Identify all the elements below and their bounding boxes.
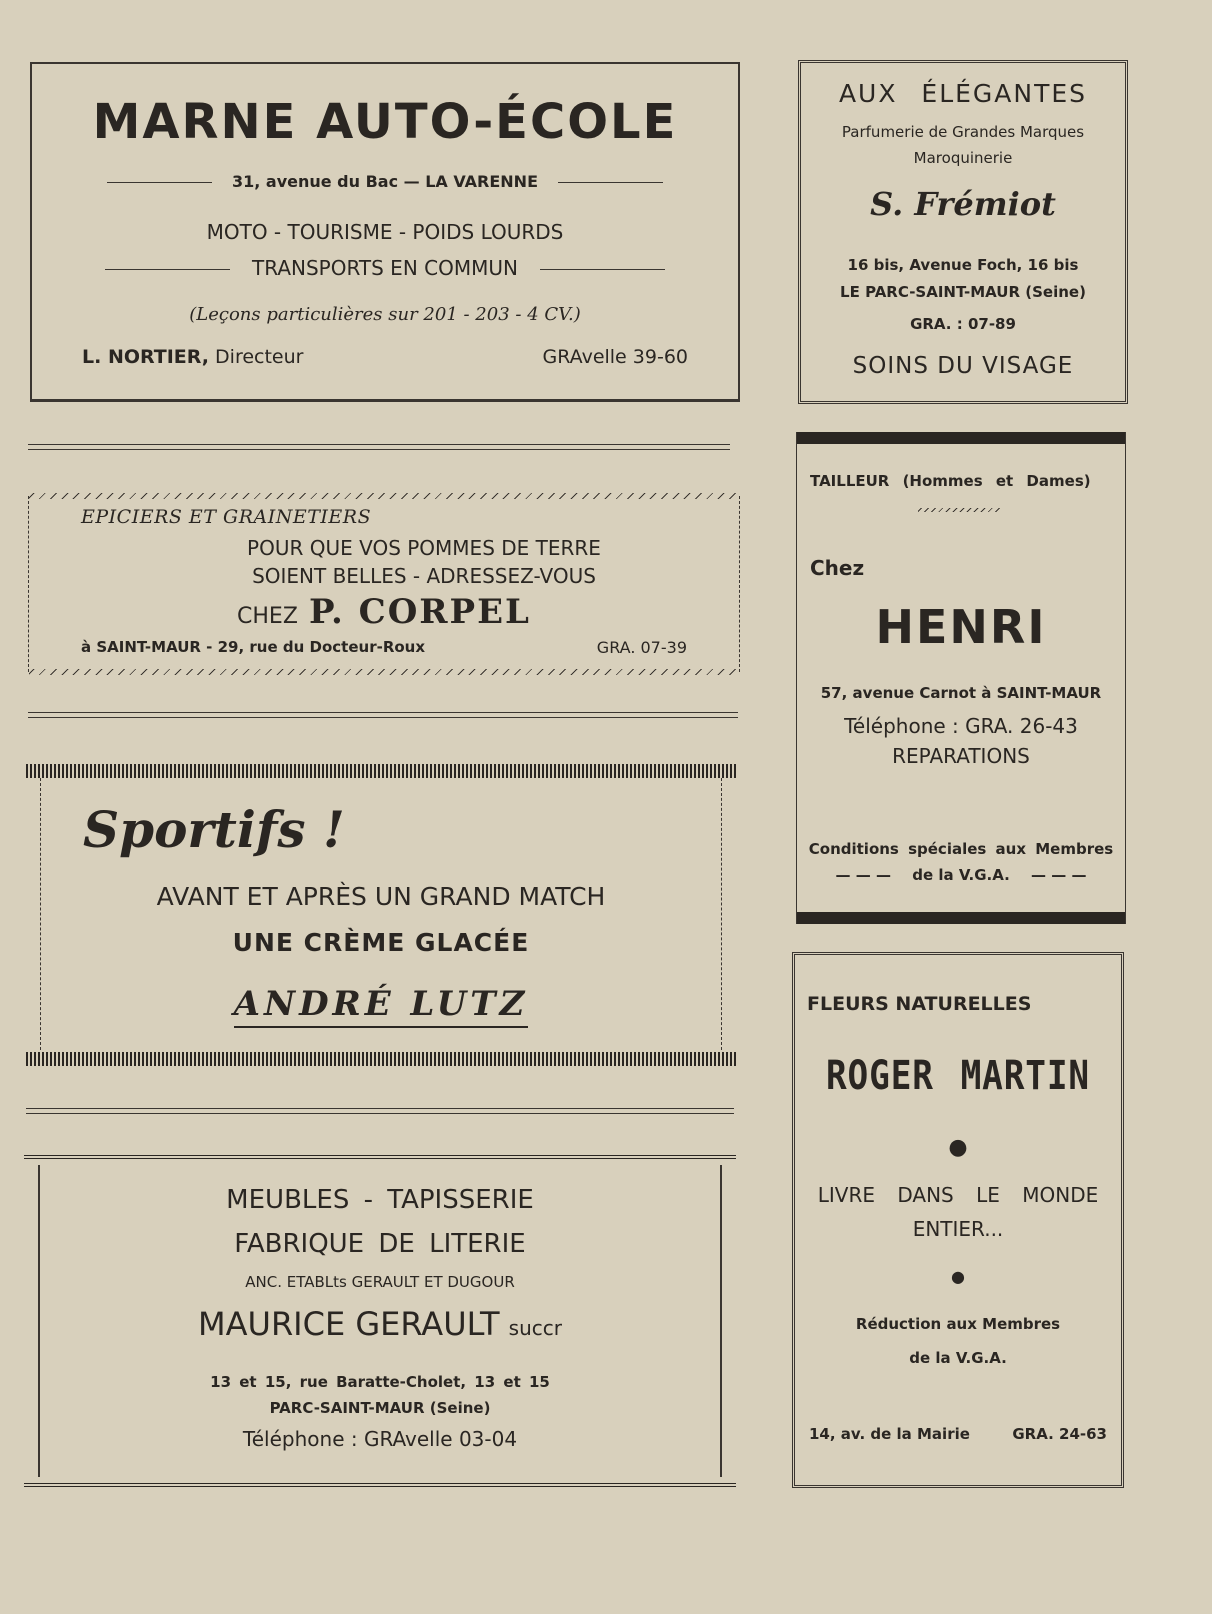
ad-gerault-line1: MEUBLES - TAPISSERIE <box>226 1185 534 1215</box>
ad-corpel-chez: CHEZ <box>237 604 298 629</box>
bullet-dot: ● <box>948 1135 968 1160</box>
barcode-border-top <box>26 764 738 778</box>
ad-henri-conditions2-row <box>796 866 1126 884</box>
ad-elegantes-line2: Maroquinerie <box>913 149 1013 167</box>
wavy-border-top <box>29 493 739 499</box>
ad-sportifs <box>40 778 722 1050</box>
ad-marne-director-name: L. NORTIER, <box>82 346 209 368</box>
ad-marne-lessons: (Leçons particulières sur 201 - 203 - 4 CV.) <box>189 304 581 325</box>
frame-bottom <box>24 1483 736 1487</box>
ad-marne-address: 31, avenue du Bac — LA VARENNE <box>231 172 538 191</box>
ad-henri-tailleur <box>796 432 1126 924</box>
ad-gerault-name: MAURICE GERAULT <box>198 1305 500 1343</box>
ad-henri-address: 57, avenue Carnot à SAINT-MAUR <box>820 684 1102 702</box>
ad-henri-heading: TAILLEUR (Hommes et Dames) <box>810 472 1091 490</box>
ad-martin-reduction2: de la V.G.A. <box>909 1349 1007 1367</box>
ad-marne-director <box>82 346 303 368</box>
ad-martin-address: 14, av. de la Mairie <box>809 1425 970 1443</box>
ad-henri-conditions1: Conditions spéciales aux Membres <box>808 840 1114 858</box>
ad-corpel-phone: GRA. 07-39 <box>596 638 687 657</box>
ad-marne-title: MARNE AUTO-ÉCOLE <box>92 94 678 150</box>
ad-marne-director-role: Directeur <box>215 346 304 368</box>
ad-corpel-line2: SOIENT BELLES - ADRESSEZ-VOUS <box>252 564 596 588</box>
ad-elegantes-line1: Parfumerie de Grandes Marques <box>841 123 1085 141</box>
top-bar <box>796 432 1126 444</box>
ad-elegantes-footer: SOINS DU VISAGE <box>852 353 1074 379</box>
bottom-bar <box>796 912 1126 924</box>
ad-sportifs-name: ANDRÉ LUTZ <box>234 984 529 1028</box>
ad-sportifs-title: Sportifs ! <box>83 800 345 859</box>
ad-henri-chez: Chez <box>810 556 865 580</box>
barcode-border-bottom <box>26 1052 738 1066</box>
dashes: — — — <box>835 866 891 884</box>
wavy-divider <box>918 508 1002 512</box>
ad-marne-line1: MOTO - TOURISME - POIDS LOURDS <box>206 220 564 244</box>
ad-henri-phone: Téléphone : GRA. 26-43 <box>844 714 1078 738</box>
separator-rule <box>26 1108 734 1109</box>
ad-martin-line2: ENTIER... <box>912 1217 1004 1241</box>
ad-corpel-line1: POUR QUE VOS POMMES DE TERRE <box>247 536 601 560</box>
ad-sportifs-line1: AVANT ET APRÈS UN GRAND MATCH <box>156 882 606 911</box>
ad-sportifs-line2: UNE CRÈME GLACÉE <box>232 928 530 957</box>
ad-sportifs-name-wrap <box>41 984 721 1024</box>
ad-marne-line2-row <box>82 256 688 280</box>
separator-rule <box>28 449 730 450</box>
ad-gerault-address1: 13 et 15, rue Baratte-Cholet, 13 et 15 <box>210 1373 550 1391</box>
ad-elegantes-address2: LE PARC-SAINT-MAUR (Seine) <box>840 283 1086 301</box>
ad-martin-heading: FLEURS NATURELLES <box>807 993 1032 1015</box>
ad-martin-line1: LIVRE DANS LE MONDE <box>817 1183 1099 1207</box>
ad-gerault-succ: succr <box>508 1316 562 1340</box>
ad-henri-repairs: REPARATIONS <box>892 744 1030 768</box>
ad-gerault-line2: FABRIQUE DE LITERIE <box>234 1229 526 1259</box>
ad-elegantes-name: S. Frémiot <box>870 185 1056 223</box>
ad-gerault-name-row <box>24 1305 736 1343</box>
divider <box>107 182 212 183</box>
ad-martin-name: ROGER MARTIN <box>825 1053 1090 1099</box>
ad-roger-martin <box>792 952 1124 1488</box>
divider <box>105 269 230 270</box>
ad-corpel-chez-row <box>29 592 739 632</box>
bullet-dot: ● <box>951 1267 965 1286</box>
wavy-border-bottom <box>29 669 739 675</box>
ad-p-corpel <box>28 496 740 672</box>
ad-martin-phone: GRA. 24-63 <box>1012 1425 1107 1443</box>
ad-marne-address-row <box>82 172 688 191</box>
ad-gerault-address2: PARC-SAINT-MAUR (Seine) <box>269 1399 491 1417</box>
separator-rule <box>28 444 730 445</box>
ad-martin-reduction1: Réduction aux Membres <box>855 1315 1061 1333</box>
frame-top <box>24 1155 736 1159</box>
ad-elegantes-phone: GRA. : 07-89 <box>910 315 1016 333</box>
ad-corpel-heading: EPICIERS ET GRAINETIERS <box>81 506 372 528</box>
ad-henri-conditions2: de la V.G.A. <box>912 866 1010 884</box>
separator-rule <box>28 712 738 713</box>
separator-rule <box>28 717 738 718</box>
ad-elegantes-title: AUX ÉLÉGANTES <box>838 79 1088 108</box>
separator-rule <box>26 1113 734 1114</box>
ad-corpel-name: P. CORPEL <box>309 592 531 632</box>
ad-marne-phone: GRAvelle 39-60 <box>542 346 688 368</box>
ad-elegantes-address1: 16 bis, Avenue Foch, 16 bis <box>847 256 1079 274</box>
ad-aux-elegantes <box>798 60 1128 404</box>
ad-henri-name: HENRI <box>875 600 1047 654</box>
ad-gerault-phone: Téléphone : GRAvelle 03-04 <box>242 1427 518 1451</box>
ad-gerault-line3: ANC. ETABLts GERAULT ET DUGOUR <box>245 1273 515 1291</box>
dashes: — — — <box>1031 866 1087 884</box>
ad-corpel-address: à SAINT-MAUR - 29, rue du Docteur-Roux <box>81 638 426 656</box>
ad-maurice-gerault <box>24 1155 736 1487</box>
ad-marne-line2: TRANSPORTS EN COMMUN <box>252 256 518 280</box>
ad-marne-auto-ecole <box>30 62 740 402</box>
divider <box>540 269 665 270</box>
divider <box>558 182 663 183</box>
